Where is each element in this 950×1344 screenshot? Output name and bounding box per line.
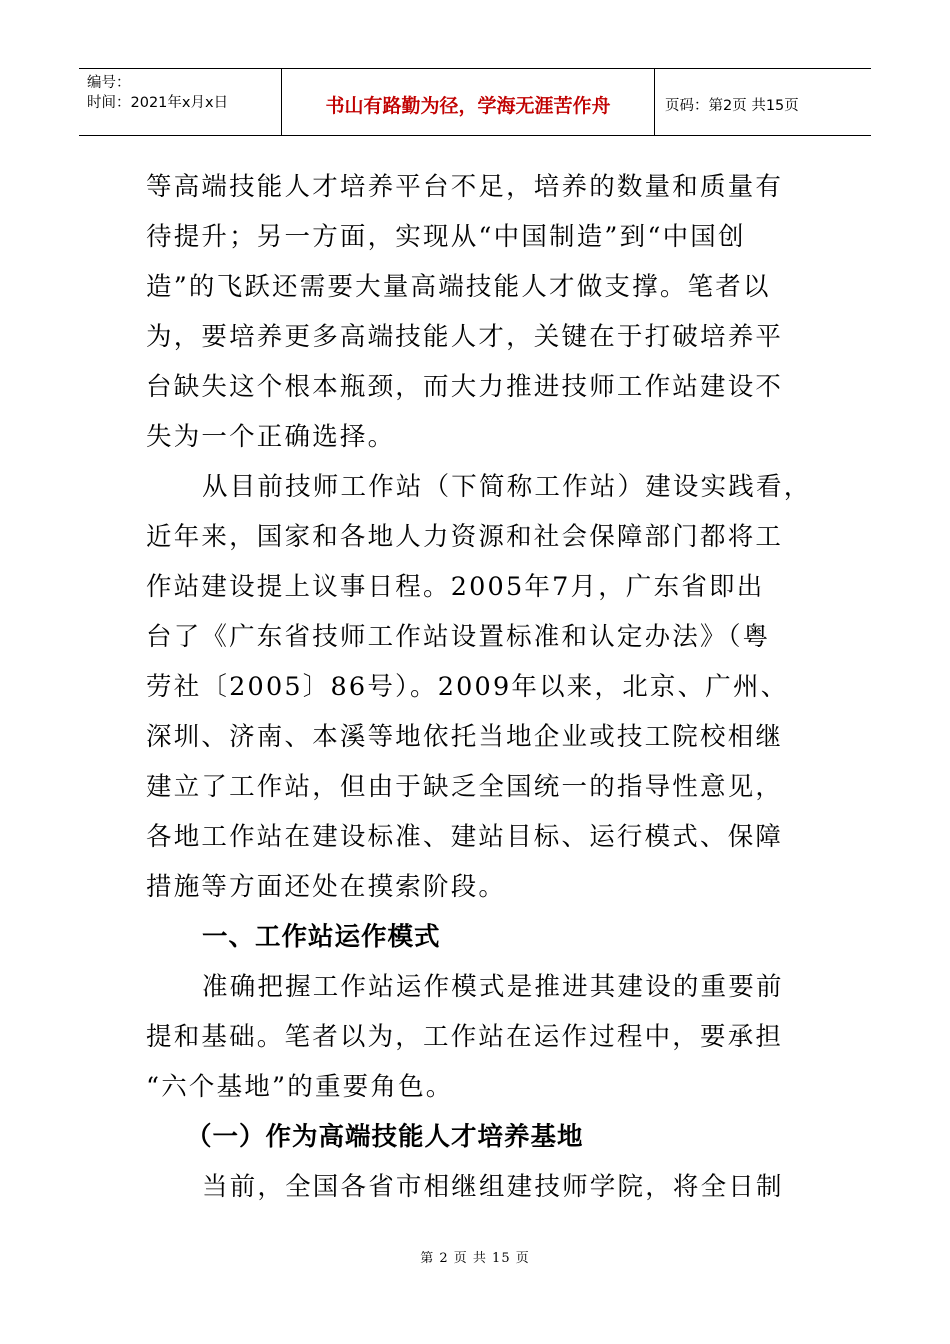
body-line: 措施等方面还处在摸索阶段。	[146, 872, 507, 902]
document-body	[146, 162, 810, 1212]
body-line: 深圳、济南、本溪等地依托当地企业或技工院校相继	[146, 722, 784, 752]
section-heading: 一、工作站运作模式	[202, 922, 441, 952]
body-line: 等高端技能人才培养平台不足，培养的数量和质量有	[146, 172, 784, 202]
header-meta-cell	[79, 69, 282, 135]
number-label: 编号：	[87, 75, 131, 91]
page-info-cell	[655, 69, 871, 135]
body-line: 作站建设提上议事日程。2005年7月，广东省即出	[146, 572, 765, 602]
body-line: 台了《广东省技师工作站设置标准和认定办法》（粤	[146, 622, 771, 652]
page-footer: 第 2 页 共 15 页	[420, 1251, 530, 1266]
time-label: 时间：2021年x月x日	[87, 95, 229, 111]
subsection-heading: （一）作为高端技能人才培养基地	[186, 1122, 584, 1152]
body-line: 台缺失这个根本瓶颈，而大力推进技师工作站建设不	[146, 372, 784, 402]
body-line: 劳社〔2005〕86号）。2009年以来，北京、广州、	[146, 672, 789, 702]
body-line: 当前，全国各省市相继组建技师学院，将全日制	[202, 1172, 784, 1202]
body-line: 各地工作站在建设标准、建站目标、运行模式、保障	[146, 822, 784, 852]
body-line: “六个基地”的重要角色。	[146, 1072, 454, 1102]
body-line: 准确把握工作站运作模式是推进其建设的重要前	[202, 972, 784, 1002]
body-line: 待提升；另一方面，实现从“中国制造”到“中国创	[146, 222, 746, 252]
motto-cell	[282, 69, 655, 135]
motto-text: 书山有路勤为径，学海无涯苦作舟	[325, 94, 611, 117]
body-line: 为，要培养更多高端技能人才，关键在于打破培养平	[146, 322, 784, 352]
page-info-text: 页码：第2页 共15页	[665, 97, 799, 114]
header-table	[79, 68, 871, 136]
body-line: 提和基础。笔者以为，工作站在运作过程中，要承担	[146, 1022, 784, 1052]
body-line: 从目前技师工作站（下简称工作站）建设实践看，	[202, 472, 812, 502]
body-line: 造”的飞跃还需要大量高端技能人才做支撑。笔者以	[146, 272, 771, 302]
body-line: 近年来，国家和各地人力资源和社会保障部门都将工	[146, 522, 784, 552]
body-line: 建立了工作站，但由于缺乏全国统一的指导性意见，	[146, 772, 784, 802]
body-line: 失为一个正确选择。	[146, 422, 396, 452]
